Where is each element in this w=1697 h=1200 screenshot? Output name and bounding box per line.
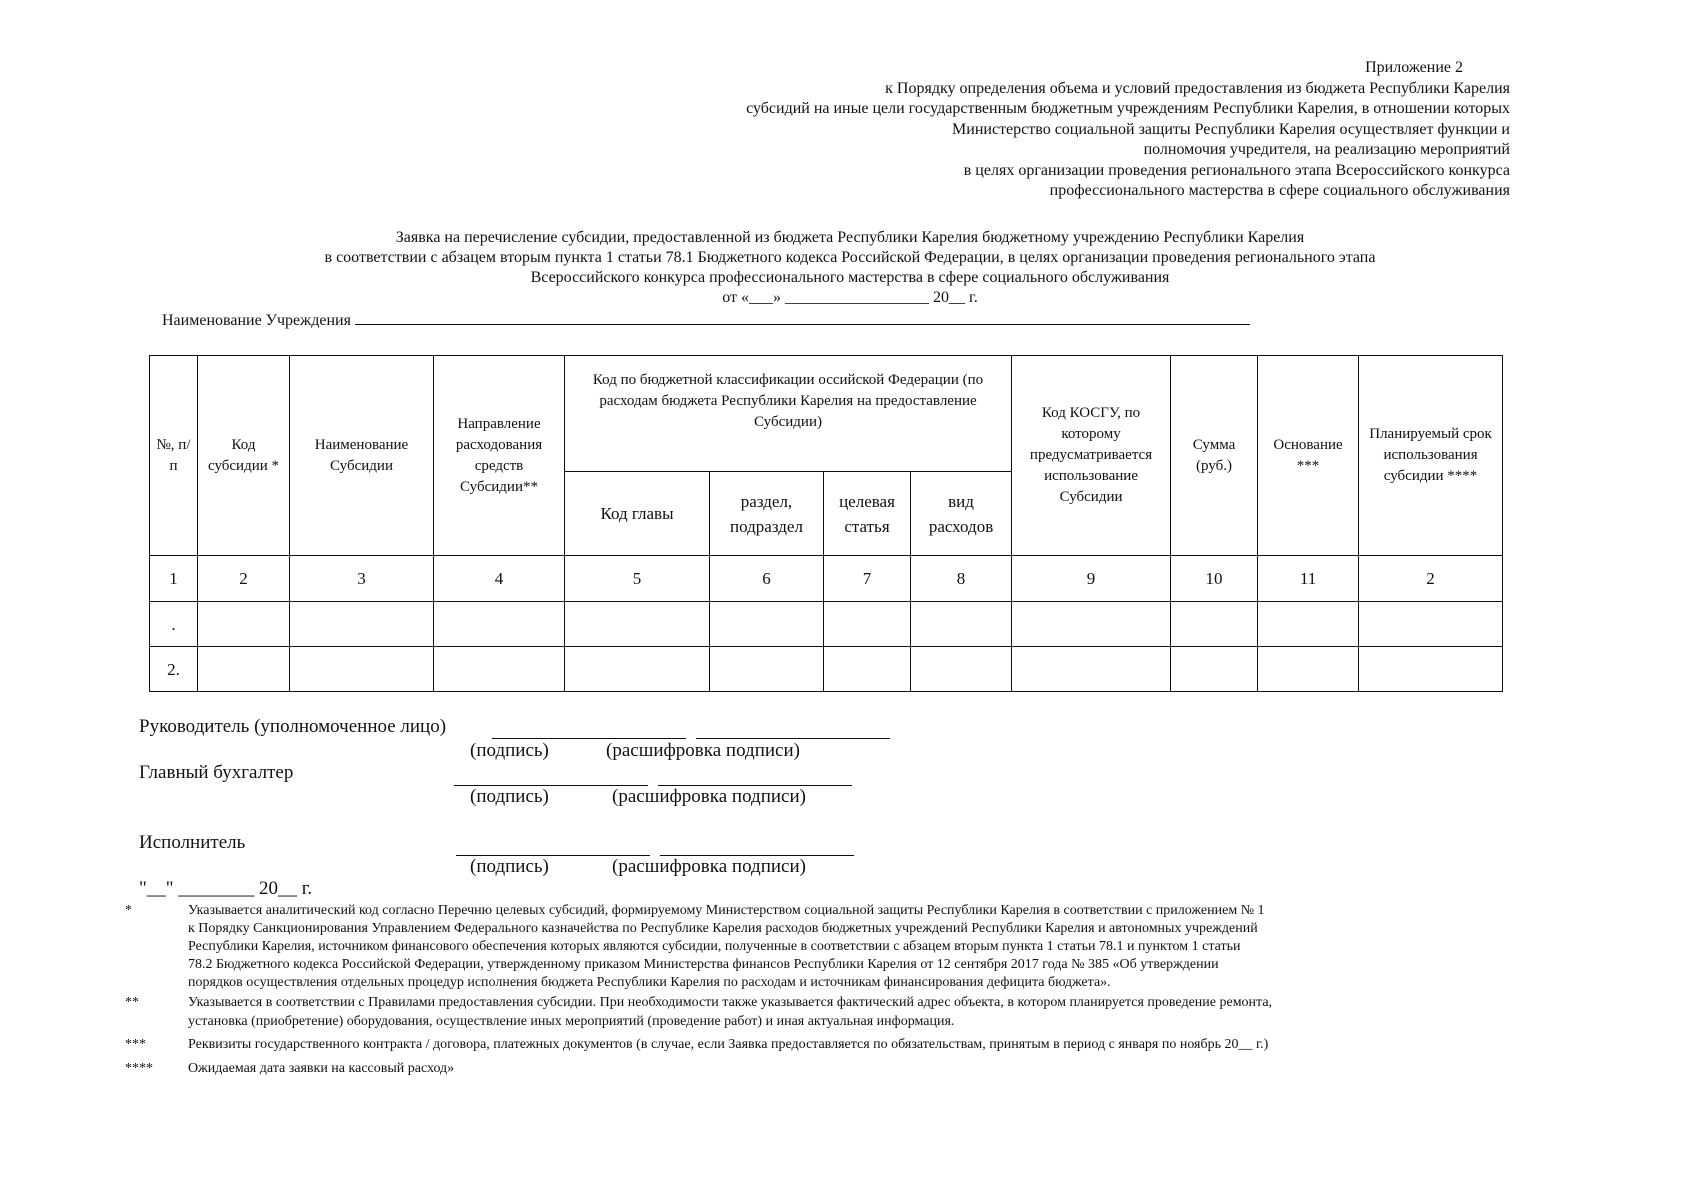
table-row	[150, 602, 1503, 647]
table-cell[interactable]	[1171, 602, 1258, 647]
date-line: "__" ________ 20__ г.	[139, 878, 313, 899]
table-cell[interactable]	[1171, 647, 1258, 692]
column-number: 7	[824, 556, 911, 602]
table-cell[interactable]	[1359, 647, 1503, 692]
table-cell[interactable]	[824, 602, 911, 647]
column-number: 2	[1359, 556, 1503, 602]
signature-caption: (подпись)	[470, 786, 549, 807]
table-cell[interactable]	[911, 602, 1012, 647]
accountant-label: Главный бухгалтер	[139, 762, 294, 783]
decoding-caption: (расшифровка подписи)	[612, 856, 806, 877]
footnote-line: установка (приобретение) оборудования, осуществление иных мероприятий (проведение работ) и иная актуальная информация.	[188, 1014, 955, 1029]
appendix-line: к Порядку определения объема и условий предоставления из бюджета Республики Карелия	[885, 79, 1510, 97]
signature-caption: (подпись)	[470, 856, 549, 877]
header-sum: Сумма (руб.)	[1171, 356, 1258, 556]
table-cell[interactable]	[824, 647, 911, 692]
table-cell[interactable]	[710, 602, 824, 647]
table-cell[interactable]	[434, 602, 565, 647]
column-number: 8	[911, 556, 1012, 602]
executor-label: Исполнитель	[139, 832, 246, 853]
head-label: Руководитель (уполномоченное лицо)	[139, 716, 447, 737]
footnote-mark: ***	[125, 1037, 146, 1052]
footnote-line: Республики Карелия, источником финансового обеспечения которых являются субсидии, полученные в соответствии с абзацем вторым пункта 1 статьи 78.1 и пунктом 1 статьи	[188, 939, 1241, 954]
table-cell[interactable]	[565, 602, 710, 647]
institution-name-field[interactable]	[355, 310, 1250, 325]
table-cell[interactable]	[290, 647, 434, 692]
table-cell[interactable]	[565, 647, 710, 692]
footnote-line: Указывается в соответствии с Правилами предоставления субсидии. При необходимости также указывается фактический адрес объекта, в котором планируется проведение ремонта,	[188, 995, 1273, 1010]
column-number: 2	[198, 556, 290, 602]
table-cell[interactable]	[1258, 647, 1359, 692]
header-code: Код субсидии *	[198, 356, 290, 556]
column-number: 3	[290, 556, 434, 602]
subsidy-table	[149, 355, 1503, 692]
header-direction: Направление расходования средств Субсидии**	[434, 356, 565, 556]
header-target-article: целевая статья	[824, 472, 911, 556]
table-cell[interactable]	[911, 647, 1012, 692]
header-expense-type: вид расходов	[911, 472, 1012, 556]
header-section: раздел, подраздел	[710, 472, 824, 556]
table-cell[interactable]	[434, 647, 565, 692]
header-no: №, п/п	[150, 356, 198, 556]
column-number: 4	[434, 556, 565, 602]
document-title	[150, 228, 1550, 308]
column-number: 5	[565, 556, 710, 602]
title-line: Заявка на перечисление субсидии, предоставленной из бюджета Республики Карелия бюджетному учреждению Республики Карелия	[395, 229, 1305, 246]
column-number: 9	[1012, 556, 1171, 602]
footnote-line: 78.2 Бюджетного кодекса Российской Федерации, утвержденному приказом Министерства финансов Республики Карелия от 12 сентября 2017 года № 385 «Об утверждении	[188, 957, 1219, 972]
title-line: в соответствии с абзацем вторым пункта 1 статьи 78.1 Бюджетного кодекса Российской Федерации, в целях организации проведения регионального этапа	[324, 249, 1376, 266]
title-date-line: от «___» __________________ 20__ г.	[722, 289, 978, 306]
institution-label: Наименование Учреждения	[162, 312, 351, 329]
row-number: .	[150, 602, 198, 647]
footnote-line: Указывается аналитический код согласно Перечню целевых субсидий, формируемому Министерством социальной защиты Республики Карелия в соответствии с приложением № 1	[188, 903, 1265, 918]
footnote-mark: *	[125, 903, 132, 918]
institution-line	[162, 310, 1250, 330]
table-cell[interactable]	[198, 647, 290, 692]
header-budget-classification: Код по бюджетной классификации оссийской Федерации (по расходам бюджета Республики Карелия на предоставление Субсидии)	[565, 356, 1012, 472]
footnote-mark: ****	[125, 1061, 153, 1076]
table-cell[interactable]	[1012, 602, 1171, 647]
header-term: Планируемый срок использования субсидии ****	[1359, 356, 1503, 556]
table-cell[interactable]	[290, 602, 434, 647]
table-cell[interactable]	[710, 647, 824, 692]
header-chapter-code: Код главы	[565, 472, 710, 556]
head-decoding-field[interactable]	[696, 738, 890, 739]
appendix-line: Министерство социальной защиты Республики Карелия осуществляет функции и	[952, 120, 1510, 138]
column-number: 10	[1171, 556, 1258, 602]
appendix-line: в целях организации проведения регионального этапа Всероссийского конкурса	[963, 161, 1510, 179]
table-cell[interactable]	[1258, 602, 1359, 647]
header-kosgu: Код КОСГУ, по которому предусматривается использование Субсидии	[1012, 356, 1171, 556]
column-number: 1	[150, 556, 198, 602]
footnote-line: Реквизиты государственного контракта / договора, платежных документов (в случае, если Заявка предоставляется по обязательствам, принятым в период с января по ноябрь 20__ г.)	[188, 1037, 1269, 1052]
appendix-block	[510, 58, 1510, 202]
appendix-line: субсидий на иные цели государственным бюджетным учреждениям Республики Карелия, в отношении которых	[746, 100, 1510, 117]
column-number: 6	[710, 556, 824, 602]
table-cell[interactable]	[1359, 602, 1503, 647]
footnote-line: порядков осуществления отдельных процедур исполнения бюджета Республики Карелия по расходам и источникам финансирования дефицита бюджета».	[188, 975, 1111, 990]
appendix-line: профессионального мастерства в сфере социального обслуживания	[1049, 182, 1510, 199]
table-cell[interactable]	[198, 602, 290, 647]
decoding-caption: (расшифровка подписи)	[612, 786, 806, 807]
head-signature-field[interactable]	[492, 738, 686, 739]
title-line: Всероссийского конкурса профессионального мастерства в сфере социального обслуживания	[530, 269, 1170, 286]
appendix-line: полномочия учредителя, на реализацию мероприятий	[1143, 141, 1510, 158]
table-row	[150, 647, 1503, 692]
header-name: Наименование Субсидии	[290, 356, 434, 556]
table-cell[interactable]	[1012, 647, 1171, 692]
column-number: 11	[1258, 556, 1359, 602]
appendix-line: Приложение 2	[1365, 59, 1463, 76]
row-number: 2.	[150, 647, 198, 692]
footnote-line: к Порядку Санкционирования Управлением Федерального казначейства по Республике Карелия расходов бюджетных учреждений Республики Карелия и автономных учреждений	[188, 921, 1258, 936]
header-basis: Основание ***	[1258, 356, 1359, 556]
footnote-line: Ожидаемая дата заявки на кассовый расход»	[188, 1061, 455, 1076]
decoding-caption: (расшифровка подписи)	[606, 740, 800, 761]
signature-caption: (подпись)	[470, 740, 549, 761]
footnote-mark: **	[125, 995, 139, 1010]
